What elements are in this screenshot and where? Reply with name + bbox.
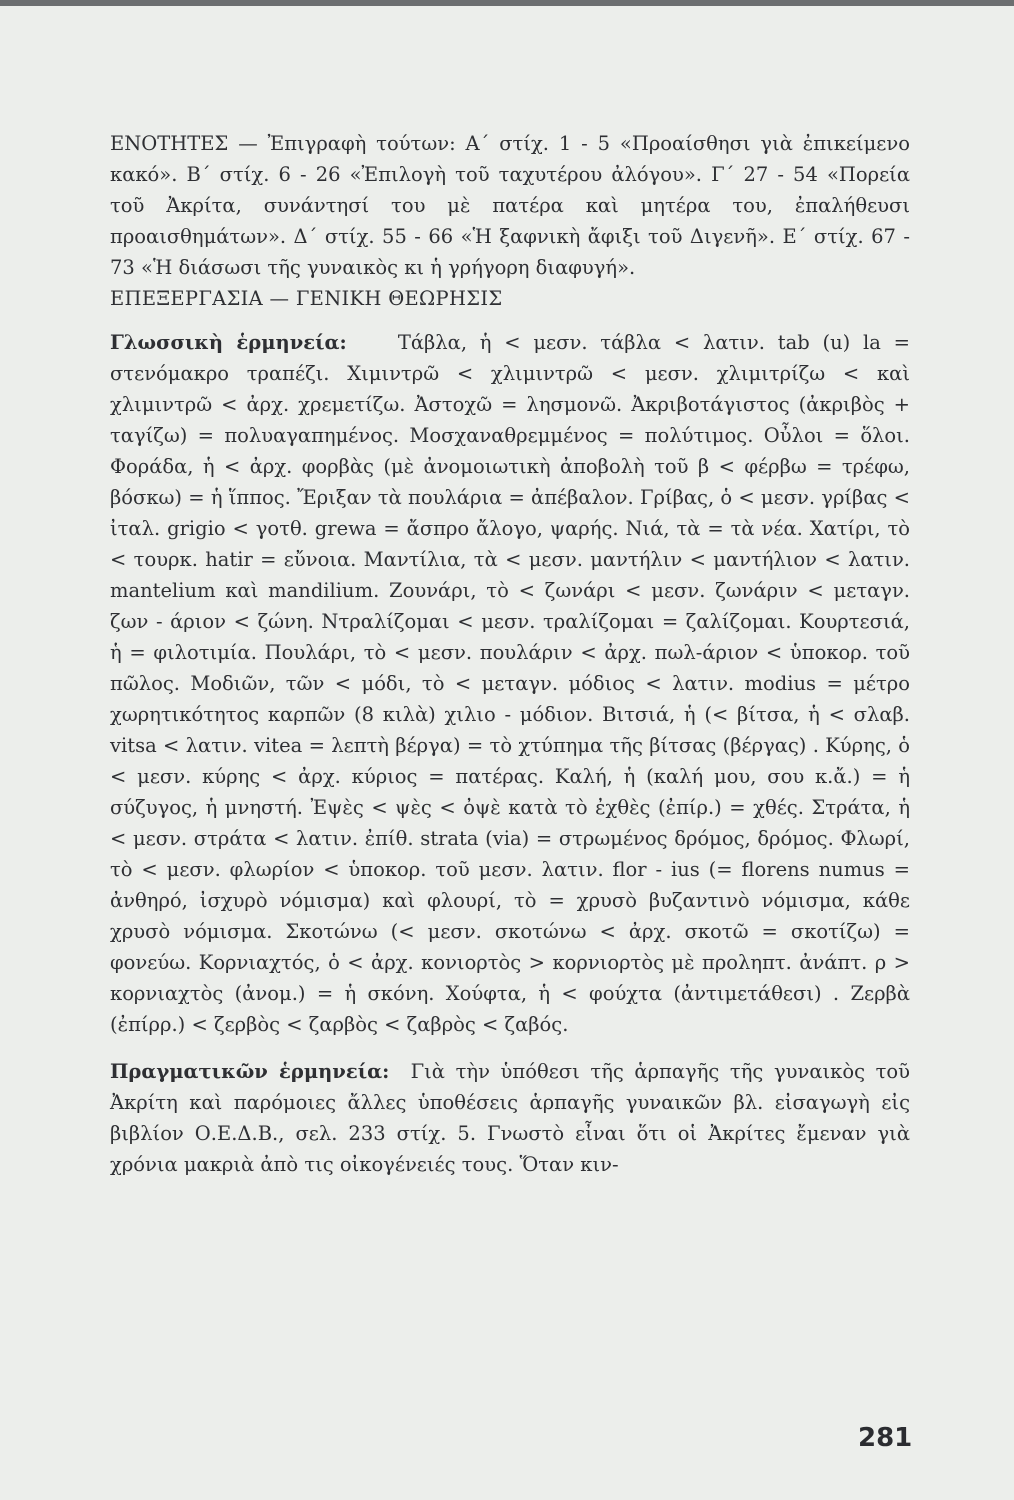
linguistic-interpretation-label: Γλωσσικὴ ἑρμηνεία: xyxy=(110,331,347,354)
factual-interpretation-text: Γιὰ τὴν ὑπόθεσι τῆς ἁρπαγῆς τῆς γυναικὸς τοῦ Ἀκρίτη καὶ παρόμοιες ἄλλες ὑποθέσεις ἁρπαγῆς γυναικῶν βλ. εἰσαγωγὴ εἰς βιβλίον Ο.Ε.Δ.Β., σελ. 233 στίχ. 5. Γνωστὸ εἶναι ὅτι οἱ Ἀκρίτες ἔμεναν γιὰ χρόνια μακριὰ ἀπὸ τις οἰκογένειές τους. Ὅταν κιν- xyxy=(110,1060,910,1176)
section-gap xyxy=(110,1040,910,1056)
page-number: 281 xyxy=(858,1423,913,1453)
linguistic-interpretation-text: Τάβλα, ἡ < μεσν. τάβλα < λατιν. tab (u) la = στενόμακρο τραπέζι. Χιμιντρῶ < χλιμιντρῶ < μεσν. χλιμιτρίζω < καὶ χλιμιντρῶ < ἀρχ. χρεμετίζω. Ἀστοχῶ = λησμονῶ. Ἀκριβοτάγιστος (ἀκριβὸς + ταγίζω) = πολυαγαπημένος. Μοσχαναθρεμμένος = πολύτιμος. Οὖλοι = ὅλοι. Φοράδα, ἡ < ἀρχ. φορβὰς (μὲ ἀνομοιωτικὴ ἀποβολὴ τοῦ β < φέρβω = τρέφω, βόσκω) = ἡ ἵππος. Ἔριξαν τὰ πουλάρια = ἀπέβαλον. Γρίβας, ὁ < μεσν. γρίβας < ἰταλ. grigio < γοτθ. grewa = ἄσπρο ἄλογο, ψαρής. Νιά, τὰ = τὰ νέα. Χατίρι, τὸ < τουρκ. hatir = εὔνοια. Μαντίλια, τὰ < μεσν. μαντήλιν < μαντήλιον < λατιν. mantelium καὶ mandilium. Ζουνάρι, τὸ < ζωνάρι < μεσν. ζωνάριν < μεταγν. ζων - άριον < ζώνη. Ντραλίζομαι < μεσν. τραλίζομαι = ζαλίζομαι. Κουρτεσιά, ἡ = φιλοτιμία. Πουλάρι, τὸ < μεσν. πουλάριν < ἀρχ. πωλ-άριον < ὑποκορ. τοῦ πῶλος. Μοδιῶν, τῶν < μόδι, τὸ < μεταγν. μόδιος < λατιν. modius = μέτρο χωρητικότητος καρπῶν (8 κιλὰ) χιλιο - μόδιον. Βιτσιά, ἡ (< βίτσα, ἡ < σλαβ. vitsa < λατιν. vitea = λεπτὴ βέργα) = τὸ χτύπημα τῆς βίτσας (βέργας) . Κύρης, ὁ < μεσν. κύρης < ἀρχ. κύριος = πατέρας. Καλή, ἡ (καλή μου, σου κ.ἄ.) = ἡ σύζυγος, ἡ μνηστή. Ἐψὲς < ψὲς < ὀψὲ κατὰ τὸ ἐχθὲς (ἐπίρ.) = χθές. Στράτα, ἡ < μεσν. στράτα < λατιν. ἐπίθ. strata (via) = στρωμένος δρόμος, δρόμος. Φλωρί, τὸ < μεσν. φλωρίον < ὑποκορ. τοῦ μεσν. λατιν. flor - ius (= florens numus = ἀνθηρό, ἰσχυρὸ νόμισμα) καὶ φλουρί, τὸ = χρυσὸ βυζαντινὸ νόμισμα, κάθε χρυσὸ νόμισμα. Σκοτώνω (< μεσν. σκοτώνω < ἀρχ. σκοτῶ = σκοτίζω) = φονεύω. Κορνιαχτός, ὁ < ἀρχ. κονιορτὸς > κορνιορτὸς μὲ προληπτ. ἀνάπτ. ρ > κορνιαχτὸς (ἀνομ.) = ἡ σκόνη. Χούφτα, ἡ < φούχτα (ἀντιμετάθεσι) . Ζερβὰ (ἐπίρρ.) < ζερβὸς < ζαρβὸς < ζαβρὸς < ζαβός. xyxy=(110,331,910,1036)
factual-interpretation-paragraph xyxy=(110,1056,910,1180)
book-page xyxy=(0,6,1014,1500)
units-paragraph: ΕΝΟΤΗΤΕΣ — Ἐπιγραφὴ τούτων: Α΄ στίχ. 1 - 5 «Προαίσθησι γιὰ ἐπικείμενο κακό». Β΄ στίχ. 6 - 26 «Ἐπιλογὴ τοῦ ταχυτέρου ἀλόγου». Γ΄ 27 - 54 «Πορεία τοῦ Ἀκρίτα, συνάντησί του μὲ πατέρα καὶ μητέρα του, ἐπαλήθευσι προαισθημάτων». Δ΄ στίχ. 55 - 66 «Ἡ ξαφνικὴ ἄφιξι τοῦ Διγενῆ». Ε΄ στίχ. 67 - 73 «Ἡ διάσωσι τῆς γυναικὸς κι ἡ γρήγορη διαφυγή». xyxy=(110,132,910,279)
linguistic-interpretation-paragraph xyxy=(110,327,910,1040)
section-gap xyxy=(110,314,910,327)
factual-interpretation-label: Πραγματικῶν ἑρμηνεία: xyxy=(110,1060,390,1083)
page-body xyxy=(110,128,910,1180)
processing-heading: ΕΠΕΞΕΡΓΑΣΙΑ — ΓΕΝΙΚΗ ΘΕΩΡΗΣΙΣ xyxy=(110,287,503,310)
